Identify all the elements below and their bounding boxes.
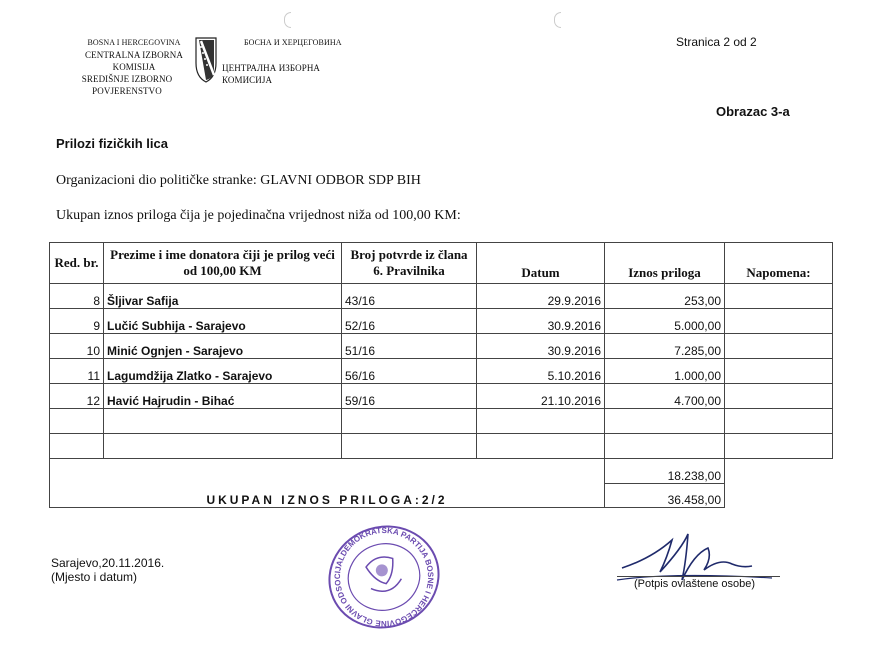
table-row [50, 334, 833, 359]
subtotal-value: 18.238,00 [605, 459, 725, 484]
place-date: Sarajevo,20.11.2016. [51, 556, 165, 570]
row-no: 11 [50, 359, 104, 384]
signature-label: (Potpis ovlaštene osobe) [634, 578, 756, 590]
scan-mark [284, 12, 291, 28]
table-row-empty [50, 409, 833, 434]
header-cyrillic-block [222, 37, 352, 86]
coat-of-arms-icon [195, 37, 217, 83]
scan-mark [554, 12, 561, 28]
svg-text:SOCIJALDEMOKRATSKA PARTIJA BOS [324, 522, 444, 632]
row-amount: 7.285,00 [605, 334, 725, 359]
header-note: Napomena: [725, 243, 833, 284]
header-no: Red. br. [50, 243, 104, 284]
header-cyr-line1: БОСНА И ХЕРЦЕГОВИНА [244, 38, 342, 47]
header-cyr-line2: ЦЕНТРАЛНА ИЗБОРНА КОМИСИЈА [222, 63, 321, 85]
row-note [725, 309, 833, 334]
page-indicator: Stranica 2 od 2 [676, 35, 757, 49]
grand-total-label: UKUPAN IZNOS PRILOGA:2/2 [50, 483, 605, 507]
header-name: Prezime i ime donatora čiji je prilog veći od 100,00 KM [104, 243, 342, 284]
subtotal-row [50, 459, 833, 484]
row-amount: 253,00 [605, 284, 725, 309]
row-name: Havić Hajrudin - Bihać [104, 384, 342, 409]
stamp-text: SOCIJALDEMOKRATSKA PARTIJA BOSNE I HERCEGOVINE GLAVNI ODBOR [332, 525, 436, 629]
small-donations-line: Ukupan iznos priloga čija je pojedinačna vrijednost niža od 100,00 KM: [56, 208, 461, 223]
row-date: 5.10.2016 [477, 359, 605, 384]
table-row [50, 384, 833, 409]
row-name: Lagumdžija Zlatko - Sarajevo [104, 359, 342, 384]
row-name: Šljivar Safija [104, 284, 342, 309]
row-date: 30.9.2016 [477, 309, 605, 334]
section-title: Prilozi fizičkih lica [56, 136, 168, 151]
table-row [50, 284, 833, 309]
row-note [725, 359, 833, 384]
grand-total-value: 36.458,00 [605, 483, 725, 507]
header-latin-line1: BOSNA I HERCEGOVINA [87, 38, 181, 47]
row-name: Lučić Subhija - Sarajevo [104, 309, 342, 334]
place-date-label: (Mjesto i datum) [51, 570, 138, 584]
row-date: 21.10.2016 [477, 384, 605, 409]
header-latin-line3: SREDIŠNJE IZBORNO POVJERENSTVO [81, 74, 173, 96]
row-confirm: 59/16 [342, 384, 477, 409]
row-date: 30.9.2016 [477, 334, 605, 359]
table-row [50, 359, 833, 384]
signature-line [617, 576, 780, 577]
row-amount: 4.700,00 [605, 384, 725, 409]
table-header-row [50, 243, 833, 284]
header-latin-block [72, 37, 196, 97]
row-amount: 1.000,00 [605, 359, 725, 384]
row-confirm: 56/16 [342, 359, 477, 384]
row-confirm: 52/16 [342, 309, 477, 334]
header-confirm: Broj potvrde iz člana 6. Pravilnika [342, 243, 477, 284]
form-label: Obrazac 3-a [716, 104, 790, 119]
header-latin-line2: CENTRALNA IZBORNA KOMISIJA [85, 50, 183, 72]
row-name: Minić Ognjen - Sarajevo [104, 334, 342, 359]
row-confirm: 51/16 [342, 334, 477, 359]
donations-table [49, 242, 833, 508]
party-stamp [324, 522, 444, 632]
organization-line: Organizacioni dio političke stranke: GLAVNI ODBOR SDP BIH [56, 173, 421, 188]
row-amount: 5.000,00 [605, 309, 725, 334]
row-note [725, 334, 833, 359]
row-no: 12 [50, 384, 104, 409]
row-no: 8 [50, 284, 104, 309]
row-note [725, 284, 833, 309]
header-date: Datum [477, 243, 605, 284]
row-date: 29.9.2016 [477, 284, 605, 309]
header-amount: Iznos priloga [605, 243, 725, 284]
row-confirm: 43/16 [342, 284, 477, 309]
row-no: 10 [50, 334, 104, 359]
row-note [725, 384, 833, 409]
row-no: 9 [50, 309, 104, 334]
table-row-empty [50, 434, 833, 459]
table-row [50, 309, 833, 334]
grand-total-row [50, 483, 833, 507]
